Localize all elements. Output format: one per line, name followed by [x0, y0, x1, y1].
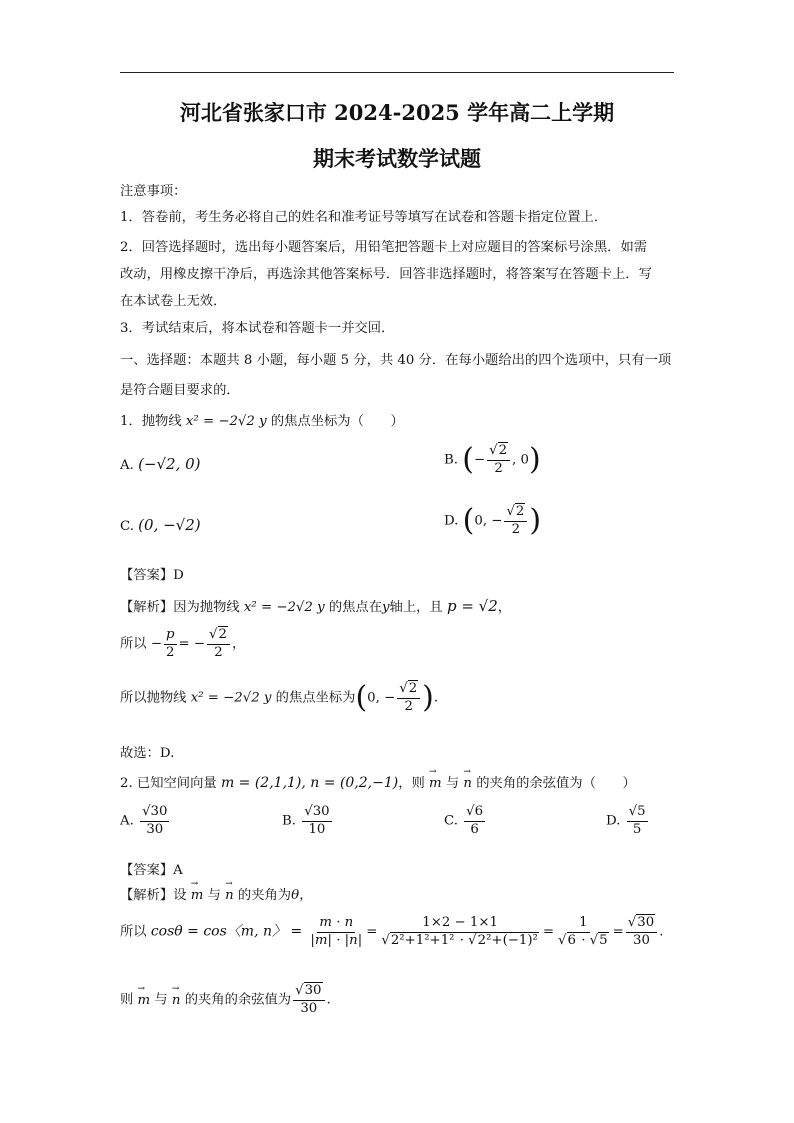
q1-stem	[120, 410, 404, 429]
q1-analysis-3-lparen: (	[355, 680, 368, 716]
q2-analysis-frac1-num: m · n	[317, 916, 355, 933]
notes-heading: 注意事项：	[120, 184, 187, 199]
q1-option-c-label: C.	[120, 519, 134, 534]
q2-option-b-num: √30	[302, 805, 331, 822]
q2-analysis-frac1-den: |m| · |n|	[310, 932, 363, 948]
q2-stem-prefix: 2. 已知空间向量	[120, 776, 217, 791]
q2-option-a-fraction	[140, 805, 169, 837]
q1-option-b-num: √2	[487, 444, 510, 461]
q2-analysis-frac1	[308, 916, 364, 948]
q1-analysis-3b: x² = −2√2 y	[190, 690, 272, 706]
q2-analysis-vec-m: → m	[191, 888, 204, 903]
q1-stem-prefix: 1．抛物线	[120, 414, 182, 429]
q1-option-d-rparen: )	[529, 503, 542, 539]
q1-analysis-1	[120, 596, 511, 615]
q2-option-c	[444, 805, 487, 837]
q1-option-b	[444, 444, 541, 476]
q2-analysis-eq2: =	[542, 924, 555, 940]
q2-conclusion-period: .	[326, 992, 331, 1008]
top-rule	[120, 72, 674, 73]
q2-conclusion-fraction	[293, 984, 324, 1016]
q2-stem-vec-m: → m	[429, 776, 442, 791]
q1-analysis-3c: 的焦点坐标为	[275, 690, 356, 706]
note-2b: 改动，用橡皮擦干净后，再选涂其他答案标号．回答非选择题时，将答案写在答题卡上．写	[120, 267, 652, 282]
q1-option-b-label: B.	[444, 452, 458, 468]
q2-conclusion-den: 30	[300, 1000, 318, 1016]
q1-analysis-1c: 的焦点在	[328, 600, 383, 615]
page-title-line2: 期末考试数学试题	[313, 146, 481, 171]
q1-analysis-1f: p = √2	[446, 597, 498, 615]
q1-option-d-fraction	[504, 505, 527, 537]
q1-option-b-lparen: (	[462, 442, 474, 478]
q1-option-a-label: A.	[120, 458, 134, 473]
q2-analysis-1a: 设	[173, 888, 187, 903]
q2-option-b-den: 10	[308, 821, 326, 837]
q2-analysis-frac4	[626, 916, 657, 948]
q1-analysis-2	[120, 628, 245, 660]
q2-option-d-den: 5	[632, 821, 642, 837]
q2-analysis-frac4-den: 30	[633, 932, 650, 948]
q1-analysis-3-period: .	[433, 690, 439, 706]
q2-conclusion-b: 与	[154, 992, 168, 1008]
q1-analysis-3-den: 2	[404, 698, 413, 714]
q1-analysis-2a: 所以	[120, 636, 147, 652]
q1-analysis-2-frac1	[164, 628, 177, 660]
note-1: 1．答卷前，考生务必将自己的姓名和准考证号等填写在试卷和答题卡指定位置上．	[120, 210, 608, 225]
q1-analysis-label: 【解析】	[120, 600, 174, 615]
section1-line2: 是符合题目要求的．	[120, 383, 240, 398]
q2-option-a	[120, 805, 171, 837]
q1-option-a	[120, 455, 201, 473]
q2-stem-vec-n: → n	[463, 776, 472, 791]
q1-option-d-den: 2	[511, 521, 521, 537]
q2-answer: 【答案】A	[120, 863, 183, 878]
q1-option-c	[120, 516, 201, 534]
q1-analysis-1a: 因为抛物线	[173, 600, 240, 615]
q2-option-c-den: 6	[470, 821, 479, 837]
q1-analysis-2-frac2-num: √2	[207, 628, 230, 645]
q2-analysis-1b: 与	[207, 888, 221, 903]
q2-analysis-frac2-den: √2²+1²+1² · √2²+(−1)²	[381, 932, 538, 948]
q1-analysis-3-num: √2	[397, 682, 420, 699]
q2-analysis-1c: 的夹角为	[237, 888, 292, 903]
q2-analysis-eq1: =	[366, 924, 378, 940]
q2-stem-vectors: m = (2,1,1), n = (0,2,−1)	[220, 775, 399, 791]
q1-analysis-3a: 所以抛物线	[120, 690, 187, 706]
q2-option-c-num: √6	[464, 805, 485, 822]
q2-analysis-eq3: =	[612, 924, 624, 940]
note-2a: 2．回答选择题时，选出每小题答案后，用铅笔把答题卡上对应题目的答案标号涂黑．如需	[120, 240, 648, 255]
q2-analysis-1d: θ，	[291, 888, 313, 903]
q1-analysis-1g: ，	[497, 600, 512, 615]
q2-option-a-num: √30	[140, 805, 169, 822]
q2-conclusion-vec-n: → n	[172, 993, 181, 1008]
q1-option-d-label: D.	[444, 513, 459, 529]
q1-option-b-den: 2	[494, 460, 503, 476]
q2-analysis-1	[120, 884, 312, 903]
q2-option-d-fraction	[627, 805, 648, 837]
q2-option-d	[606, 805, 650, 837]
q1-analysis-1e: 轴上，且	[389, 600, 443, 615]
q1-analysis-2-eq: = −	[178, 636, 206, 652]
note-2c: 在本试卷上无效．	[120, 294, 227, 309]
q1-analysis-2-comma: ，	[231, 636, 246, 652]
q2-option-a-label: A.	[120, 813, 134, 829]
q1-analysis-1d: y	[382, 600, 390, 615]
q1-option-b-rparen: )	[528, 442, 541, 478]
q1-option-d-lparen: (	[462, 503, 475, 539]
q2-analysis-frac2-num: 1×2 − 1×1	[420, 916, 500, 933]
q2-analysis-frac3-den: √6 · √5	[558, 932, 608, 948]
q1-analysis-3-fraction	[397, 682, 420, 714]
q2-analysis-2a: 所以	[120, 924, 147, 940]
q2-option-b-label: B.	[282, 813, 296, 829]
q2-analysis-vec-n: → n	[225, 888, 234, 903]
q1-answer: 【答案】D	[120, 568, 184, 583]
note-3: 3．考试结束后，将本试卷和答题卡一并交回．	[120, 321, 395, 336]
q1-analysis-2-frac2	[207, 628, 230, 660]
q2-analysis-frac4-num: √30	[626, 916, 657, 933]
q1-analysis-3	[120, 682, 438, 714]
q1-option-d-zero: 0, −	[474, 513, 503, 529]
q1-stem-suffix: 的焦点坐标为（ ）	[270, 414, 404, 429]
q1-option-b-minus: −	[473, 452, 486, 468]
q1-option-b-rest: , 0	[512, 452, 529, 468]
q2-option-c-fraction	[464, 805, 485, 837]
q1-stem-eq: x² = −2√2 y	[185, 414, 267, 429]
q2-option-d-num: √5	[627, 805, 648, 822]
q2-conclusion-c: 的夹角的余弦值为	[184, 992, 292, 1008]
q2-stem	[120, 772, 636, 791]
q2-stem-mid: ，则	[398, 776, 425, 791]
q2-analysis-label: 【解析】	[120, 888, 174, 903]
q1-option-b-fraction	[487, 444, 510, 476]
q1-analysis-2-frac1-den: 2	[166, 644, 175, 660]
q2-option-a-den: 30	[146, 821, 164, 837]
q1-option-a-value: (−√2, 0)	[138, 455, 201, 473]
q1-analysis-1b: x² = −2√2 y	[243, 600, 325, 615]
q1-analysis-3-zero: 0, −	[367, 690, 396, 706]
q1-analysis-2-frac1-num: p	[164, 628, 177, 645]
section1-line1: 一、选择题：本题共 8 小题，每小题 5 分，共 40 分．在每小题给出的四个选项中，只有一项	[120, 353, 672, 368]
q2-option-b	[282, 805, 334, 837]
q2-analysis-frac2	[379, 916, 541, 948]
q1-conclusion: 故选：D.	[120, 746, 175, 761]
q1-option-c-value: (0, −√2)	[138, 516, 201, 534]
q2-stem-and: 与	[445, 776, 460, 791]
q2-analysis-2	[120, 916, 663, 948]
q1-analysis-2-minus: −	[150, 636, 162, 652]
q2-analysis-period: .	[659, 924, 664, 940]
q1-option-d	[444, 505, 541, 537]
q2-stem-suffix: 的夹角的余弦值为（ ）	[476, 776, 636, 791]
q2-analysis-frac3	[556, 916, 611, 948]
q2-conclusion	[120, 984, 331, 1016]
q2-conclusion-num: √30	[293, 984, 324, 1001]
q2-option-d-label: D.	[606, 813, 621, 829]
q1-option-d-num: √2	[504, 505, 527, 522]
q2-conclusion-vec-m: → m	[138, 993, 151, 1008]
q2-analysis-2b: cosθ = cos〈m, n〉 =	[150, 923, 303, 940]
q1-analysis-2-frac2-den: 2	[214, 644, 223, 660]
page-title-line1: 河北省张家口市 2024-2025 学年高二上学期	[179, 100, 615, 125]
q2-analysis-frac3-num: 1	[577, 916, 589, 933]
q2-option-c-label: C.	[444, 813, 458, 829]
q2-conclusion-a: 则	[120, 992, 134, 1008]
q2-option-b-fraction	[302, 805, 331, 837]
q1-analysis-3-rparen: )	[422, 680, 434, 716]
